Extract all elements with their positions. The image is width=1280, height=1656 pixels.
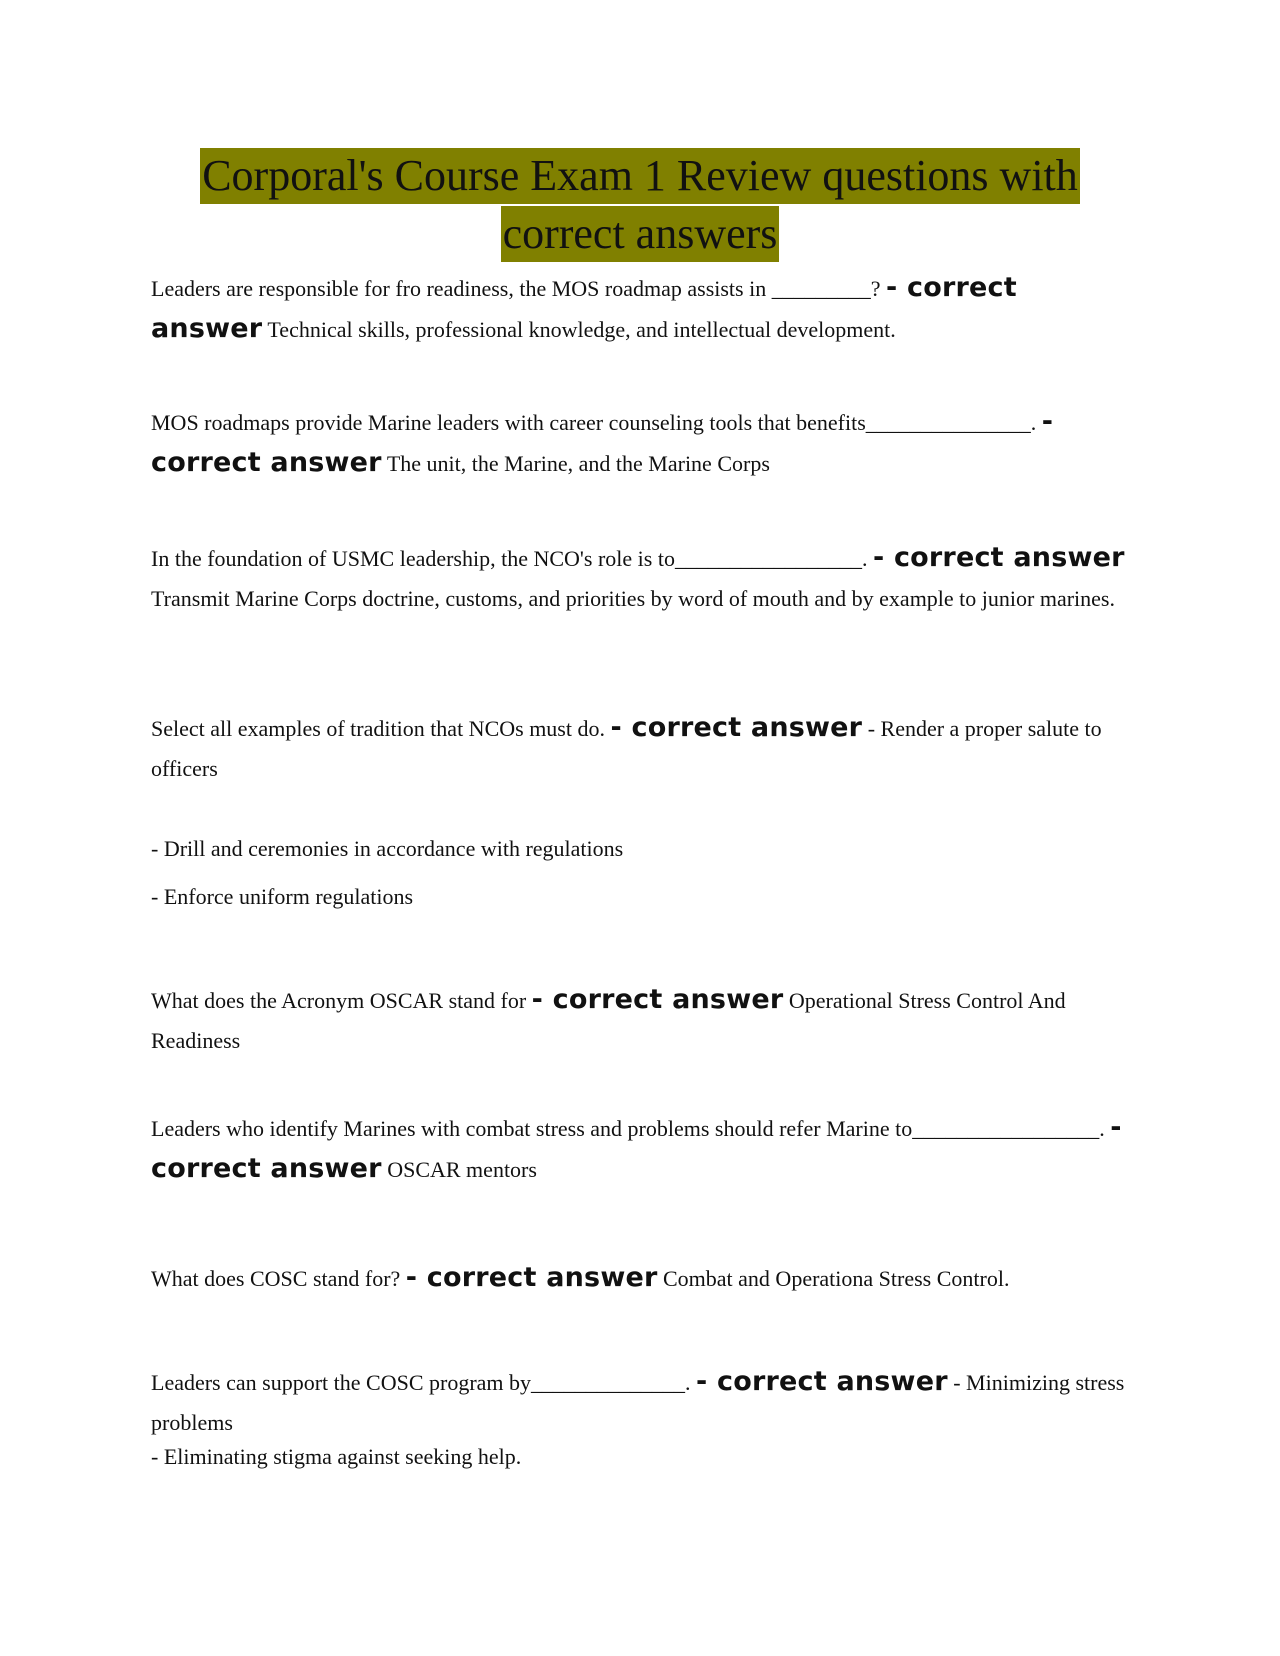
question-text: Leaders are responsible for fro readiness, the MOS roadmap assists in _________? bbox=[151, 276, 881, 301]
qa-item-3 bbox=[151, 538, 1126, 619]
correct-answer-marker: - correct answer bbox=[610, 712, 863, 743]
answer-bullet: - Drill and ceremonies in accordance with regulations bbox=[151, 836, 624, 861]
answer-text: - Render a proper salute to officers bbox=[151, 716, 1102, 781]
question-text: MOS roadmaps provide Marine leaders with career counseling tools that benefits_______________. bbox=[151, 410, 1037, 435]
answer-bullet: - Eliminating stigma against seeking help. bbox=[151, 1444, 522, 1469]
correct-answer-marker: - correct answer bbox=[531, 984, 784, 1015]
question-text: Leaders who identify Marines with combat stress and problems should refer Marine to_________________. bbox=[151, 1116, 1105, 1141]
question-text: Select all examples of tradition that NCOs must do. bbox=[151, 716, 605, 741]
qa-item-8 bbox=[151, 1362, 1126, 1443]
title-line-2: correct answers bbox=[501, 206, 780, 262]
answer-text: - Minimizing stress problems bbox=[151, 1370, 1125, 1435]
qa-item-1 bbox=[151, 268, 1126, 350]
qa-item-5 bbox=[151, 980, 1126, 1061]
qa-item-6 bbox=[151, 1108, 1126, 1190]
answer-text: Technical skills, professional knowledge, and intellectual development. bbox=[267, 317, 896, 342]
correct-answer-marker: - correct answer bbox=[872, 542, 1125, 573]
correct-answer-marker: - correct answer bbox=[151, 1112, 1122, 1184]
question-text: Leaders can support the COSC program by______________. bbox=[151, 1370, 691, 1395]
question-text: What does COSC stand for? bbox=[151, 1266, 401, 1291]
answer-text: Transmit Marine Corps doctrine, customs, and priorities by word of mouth and by example to junior marines. bbox=[151, 586, 1115, 611]
correct-answer-marker: - correct answer bbox=[151, 406, 1054, 478]
document-title bbox=[150, 148, 1130, 262]
qa-item-4 bbox=[151, 708, 1126, 789]
answer-text: Combat and Operationa Stress Control. bbox=[663, 1266, 1010, 1291]
qa-item-2 bbox=[151, 402, 1126, 484]
answer-bullet: - Enforce uniform regulations bbox=[151, 884, 414, 909]
question-text: What does the Acronym OSCAR stand for bbox=[151, 988, 527, 1013]
correct-answer-marker: - correct answer bbox=[696, 1366, 948, 1397]
answer-text: The unit, the Marine, and the Marine Corps bbox=[386, 451, 770, 476]
answer-text: OSCAR mentors bbox=[387, 1157, 537, 1182]
question-text: In the foundation of USMC leadership, the NCO's role is to_________________. bbox=[151, 546, 868, 571]
answer-text: Operational Stress Control And Readiness bbox=[151, 988, 1066, 1053]
correct-answer-marker: - correct answer bbox=[405, 1262, 658, 1293]
qa-item-7 bbox=[151, 1258, 1126, 1299]
title-line-1: Corporal's Course Exam 1 Review questions with bbox=[200, 148, 1080, 204]
correct-answer-marker: - correct answer bbox=[151, 272, 1017, 344]
